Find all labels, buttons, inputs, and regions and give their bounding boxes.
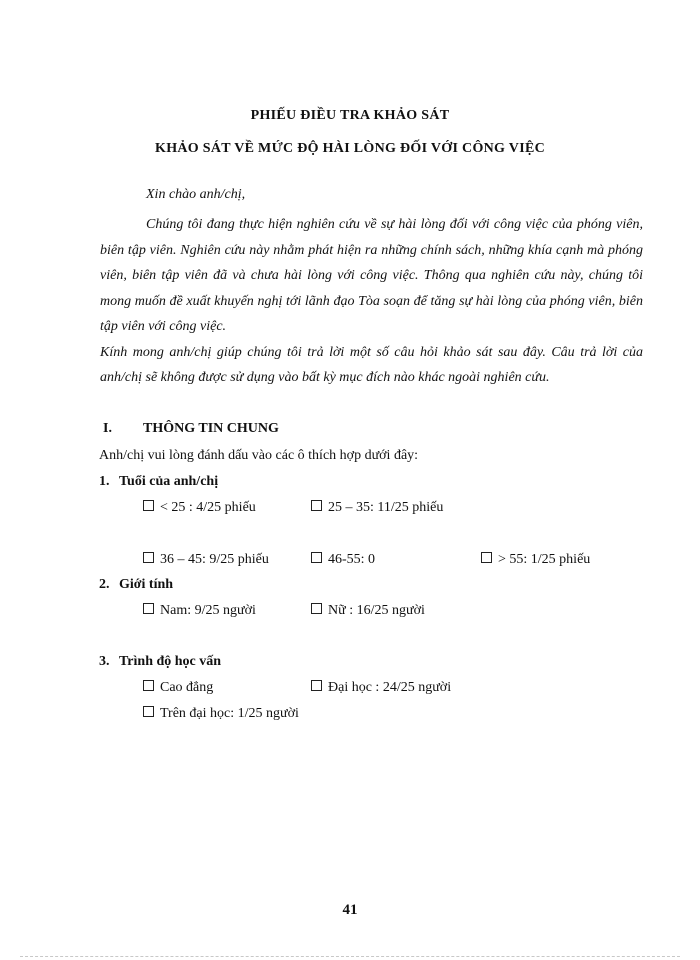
question-label: Giới tính [119, 577, 174, 592]
survey-subtitle: KHẢO SÁT VỀ MỨC ĐỘ HÀI LÒNG ĐỐI VỚI CÔNG VIỆC [155, 141, 545, 156]
question-gender [99, 577, 173, 593]
option-label: Nam: 9/25 người [160, 603, 256, 618]
checkbox-icon[interactable] [143, 706, 154, 717]
option-label: Đại học : 24/25 người [328, 680, 452, 695]
option-gender-male[interactable] [143, 603, 256, 619]
option-gender-female[interactable] [311, 603, 425, 619]
section-number: I. [103, 421, 112, 436]
option-label: Trên đại học: 1/25 người [160, 706, 299, 721]
checkbox-icon[interactable] [481, 552, 492, 563]
option-age-36-45[interactable] [143, 552, 269, 568]
section-heading [103, 421, 279, 437]
checkbox-icon[interactable] [311, 680, 322, 691]
question-education [99, 654, 221, 670]
checkbox-icon[interactable] [143, 680, 154, 691]
option-label: 46-55: 0 [328, 552, 376, 567]
option-education-college[interactable] [143, 680, 213, 696]
intro-paragraph-1: Chúng tôi đang thực hiện nghiên cứu về sự hài lòng đối với công việc của phóng viên, biên tập viên. Nghiên cứu này nhằm phát hiện ra những chính sách, những khía cạnh mà phóng viên, biên tập viên đã và chưa hài lòng với công việc. Thông qua nghiên cứu này, chúng tôi mong muốn đề xuất khuyến nghị tới lãnh đạo Tòa soạn để tăng sự hài lòng của phóng viên, biên tập viên với công việc. [100, 217, 643, 334]
survey-title: PHIẾU ĐIỀU TRA KHẢO SÁT [250, 108, 450, 123]
checkbox-icon[interactable] [143, 552, 154, 563]
question-number: 2. [99, 577, 110, 592]
page-bottom-divider [20, 956, 680, 957]
option-label: Nữ : 16/25 người [328, 603, 425, 618]
question-label: Trình độ học vấn [119, 654, 222, 669]
section-title: THÔNG TIN CHUNG [143, 421, 279, 436]
option-label: < 25 : 4/25 phiếu [160, 500, 256, 515]
option-label: 36 – 45: 9/25 phiếu [160, 552, 269, 567]
section-instruction: Anh/chị vui lòng đánh dấu vào các ô thích hợp dưới đây: [99, 448, 419, 463]
greeting: Xin chào anh/chị, [146, 187, 246, 202]
option-label: 25 – 35: 11/25 phiếu [328, 500, 444, 515]
page-number: 41 [342, 902, 358, 918]
intro-text [100, 212, 643, 391]
checkbox-icon[interactable] [143, 500, 154, 511]
option-education-university[interactable] [311, 680, 451, 696]
intro-paragraph-2: Kính mong anh/chị giúp chúng tôi trả lời một số câu hỏi khảo sát sau đây. Câu trả lời của anh/chị sẽ không được sử dụng vào bất kỳ mục đích nào khác ngoài nghiên cứu. [100, 344, 643, 385]
question-label: Tuổi của anh/chị [119, 474, 219, 489]
option-label: Cao đẳng [160, 680, 214, 695]
option-education-postgraduate[interactable] [143, 706, 299, 722]
option-age-25-35[interactable] [311, 500, 443, 516]
question-number: 3. [99, 654, 110, 669]
checkbox-icon[interactable] [311, 552, 322, 563]
checkbox-icon[interactable] [143, 603, 154, 614]
checkbox-icon[interactable] [311, 603, 322, 614]
option-label: > 55: 1/25 phiếu [498, 552, 591, 567]
question-number: 1. [99, 474, 110, 489]
option-age-over-55[interactable] [481, 552, 590, 568]
checkbox-icon[interactable] [311, 500, 322, 511]
option-age-46-55[interactable] [311, 552, 375, 568]
option-age-under-25[interactable] [143, 500, 256, 516]
question-age [99, 474, 218, 490]
